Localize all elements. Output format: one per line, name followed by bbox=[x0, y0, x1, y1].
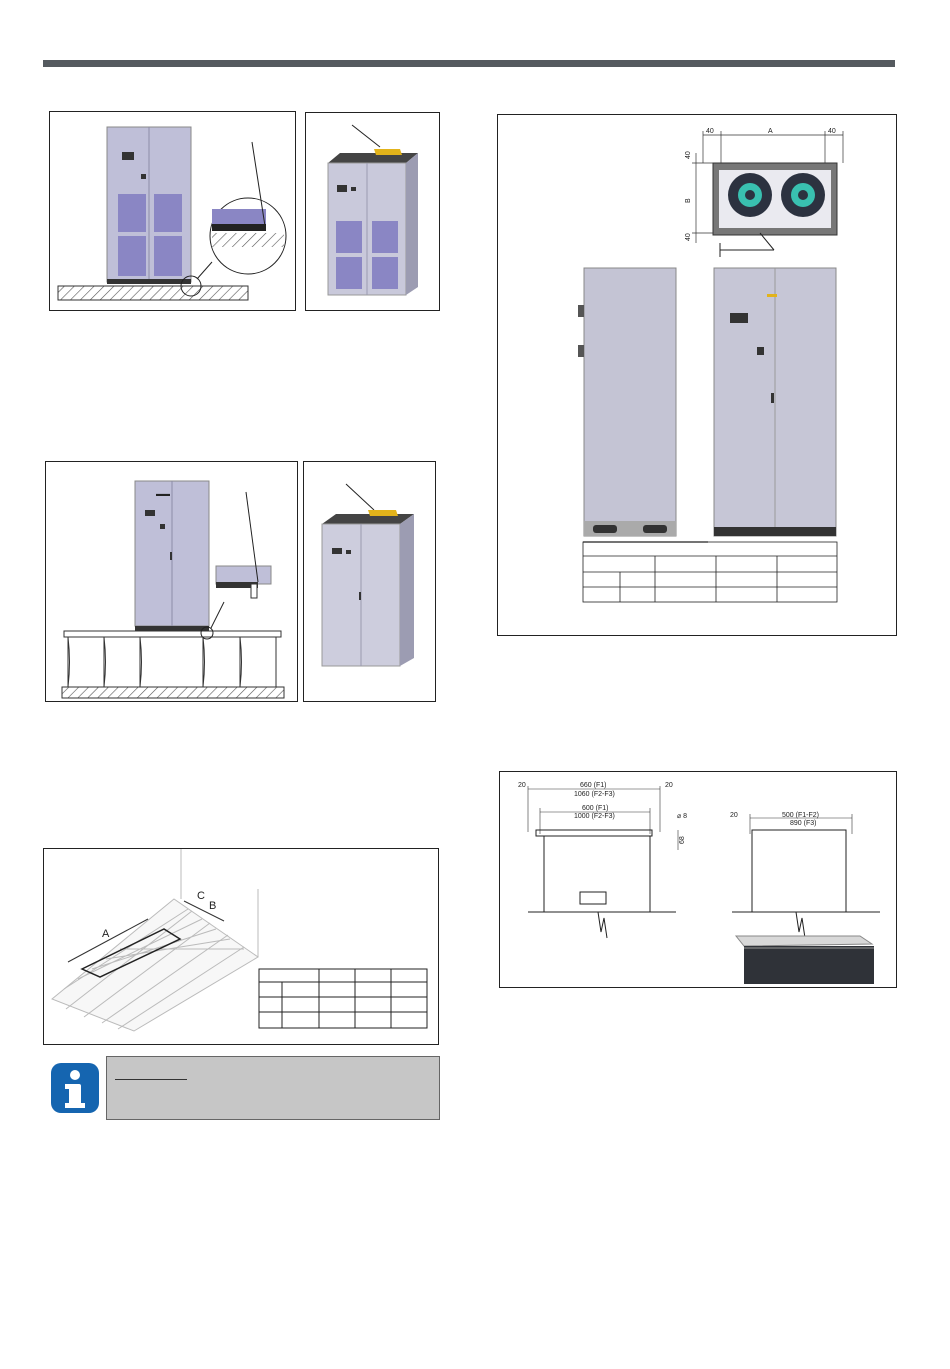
svg-text:▬▬: ▬▬ bbox=[156, 491, 170, 498]
figure-unit-3d-top-2 bbox=[303, 461, 436, 702]
unit-on-floor-drawing bbox=[50, 112, 296, 311]
figure-unit-dimensions bbox=[497, 114, 897, 636]
unit-dimensions-drawing bbox=[498, 115, 897, 636]
dim-660: 660 (F1) bbox=[580, 782, 607, 789]
info-note-underline bbox=[115, 1079, 187, 1080]
info-note bbox=[106, 1056, 440, 1120]
dim-40-bottom: 40 bbox=[685, 233, 692, 241]
dim-dia8: ⌀ 8 bbox=[677, 813, 688, 820]
dim-20-side: 20 bbox=[730, 812, 738, 819]
figure-floor-opening bbox=[43, 848, 439, 1045]
dim-c-label: C bbox=[197, 890, 205, 902]
dim-b-side: B bbox=[685, 198, 692, 203]
raised-floor-drawing bbox=[46, 462, 298, 702]
dim-40-top: 40 bbox=[685, 151, 692, 159]
figure-unit-on-floor bbox=[49, 111, 296, 311]
base-frame-drawing bbox=[500, 772, 897, 988]
page-header-rule bbox=[43, 60, 895, 67]
dim-40-right: 40 bbox=[828, 128, 836, 135]
dim-1000: 1000 (F2-F3) bbox=[574, 813, 615, 820]
unit-3d-top-2-drawing bbox=[304, 462, 436, 702]
dim-890: 890 (F3) bbox=[790, 820, 817, 827]
dim-b-label: B bbox=[209, 900, 217, 912]
dim-68: 68 bbox=[679, 836, 686, 844]
dim-20-right: 20 bbox=[665, 782, 673, 789]
figure-unit-3d-top bbox=[305, 112, 440, 311]
dim-500: 500 (F1-F2) bbox=[782, 812, 819, 819]
dim-a-top: A bbox=[768, 128, 773, 135]
unit-3d-top-drawing bbox=[306, 113, 440, 311]
info-glyph bbox=[51, 1063, 99, 1113]
floor-opening-drawing bbox=[44, 849, 439, 1045]
figure-base-frame-dimensions bbox=[499, 771, 897, 988]
dim-40-left: 40 bbox=[706, 128, 714, 135]
info-icon bbox=[51, 1063, 99, 1113]
dim-20-left: 20 bbox=[518, 782, 526, 789]
dim-a-label: A bbox=[102, 928, 110, 940]
dim-600: 600 (F1) bbox=[582, 805, 609, 812]
dim-1060: 1060 (F2-F3) bbox=[574, 791, 615, 798]
figure-unit-on-raised-floor bbox=[45, 461, 298, 702]
